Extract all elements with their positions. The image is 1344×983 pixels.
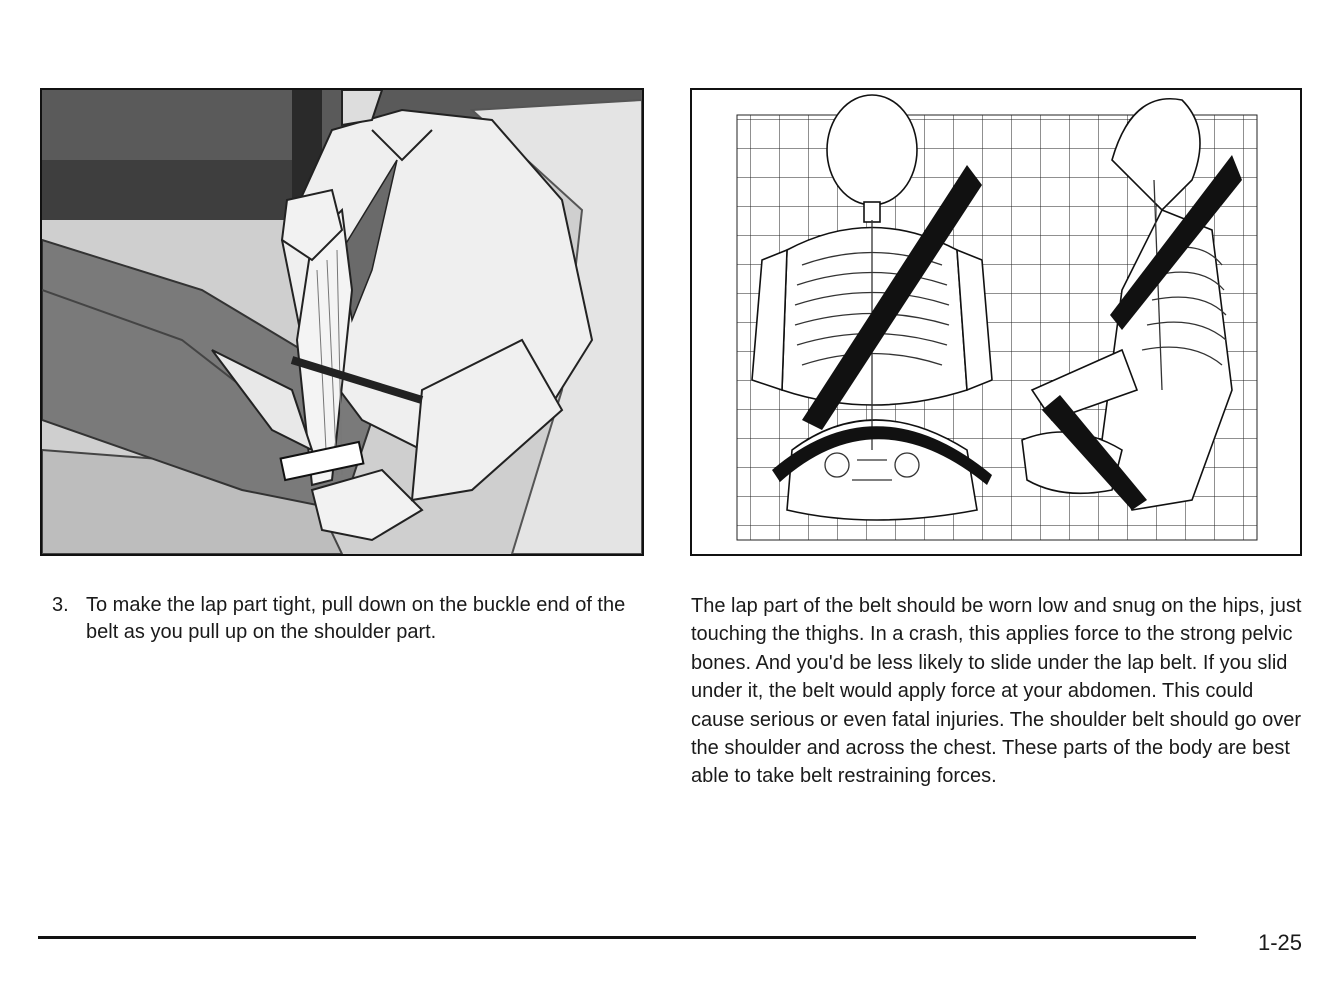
belt-position-skeleton-illustration <box>690 88 1302 556</box>
step-text: To make the lap part tight, pull down on the buckle end of the belt as you pull up on the shoulder part. <box>86 594 626 643</box>
seatbelt-tightening-illustration <box>40 88 644 556</box>
page-number: 1-25 <box>1258 930 1303 955</box>
skeleton-seatbelt-icon <box>692 90 1300 554</box>
step-3 <box>52 592 642 646</box>
step-number: 3. <box>52 594 69 616</box>
lap-belt-paragraph: The lap part of the belt should be worn low and snug on the hips, just touching the thighs. In a crash, this applies force to the strong pelvic bones. And you'd be less likely to slide under the lap belt. If you slid under it, the belt would apply force at your abdomen. This could cause serious or even fatal injuries. The shoulder belt should go over the shoulder and across the chest. These parts of the body are best able to take belt restraining forces. <box>691 595 1302 788</box>
person-fastening-seatbelt-icon <box>42 90 642 554</box>
footer-rule <box>38 936 1196 939</box>
